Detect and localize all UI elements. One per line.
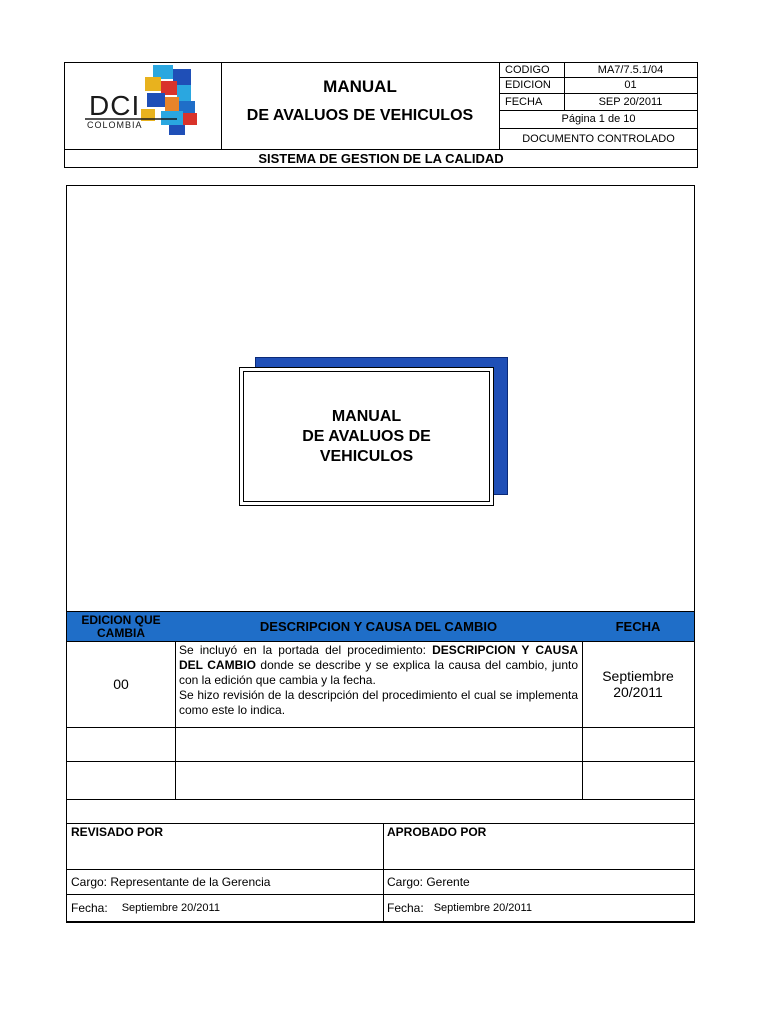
header-title-line2: DE AVALUOS DE VEHICULOS [246, 107, 474, 124]
reviewed-date-cell [66, 894, 384, 922]
reviewed-date: Septiembre 20/2011 [121, 901, 220, 914]
approved-by-label: APROBADO POR [383, 823, 695, 870]
approved-date-cell [383, 894, 695, 922]
row1-desc-bold: DESCRIPCION Y CAUSA DEL CAMBIO [179, 643, 579, 672]
row1-desc-line2: Se hizo revisión de la descripción del procedimiento el cual se implementa como este lo indica. [179, 688, 578, 717]
row3-description [175, 761, 583, 800]
dci-logo [65, 63, 221, 149]
meta-label-fecha: FECHA [499, 93, 565, 111]
header-title-line1: MANUAL [323, 77, 397, 96]
approved-date-label: Fecha: [387, 900, 424, 915]
header-logo-cell [64, 62, 222, 150]
page-number: Página 1 de 10 [499, 110, 698, 129]
document-frame [66, 185, 695, 923]
row3-edition [66, 761, 176, 800]
row1-description [175, 641, 583, 728]
reviewed-date-label: Fecha: [71, 900, 108, 915]
cover-line2: DE AVALUOS DE [302, 427, 431, 445]
col-header-date: FECHA [582, 611, 695, 642]
row1-desc-rest: donde se describe y se explica la causa del cambio, junto con la edición que cambia y la fecha. [179, 658, 578, 687]
row2-edition [66, 727, 176, 762]
row1-date: Septiembre 20/2011 [582, 641, 695, 728]
col-header-description: DESCRIPCION Y CAUSA DEL CAMBIO [175, 611, 583, 642]
reviewed-by-label: REVISADO POR [66, 823, 384, 870]
approved-date: Septiembre 20/2011 [433, 901, 532, 914]
approved-role: Cargo: Gerente [383, 869, 695, 895]
row1-desc-intro: Se incluyó en la portada del procedimiento: [179, 643, 433, 657]
logo-text: DCI [89, 90, 141, 121]
row1-edition: 00 [66, 641, 176, 728]
row2-description [175, 727, 583, 762]
logo-subtext: COLOMBIA [87, 120, 143, 130]
controlled-document-label: DOCUMENTO CONTROLADO [499, 128, 698, 150]
cover-card [239, 367, 494, 506]
row2-date [582, 727, 695, 762]
cover-line1: MANUAL [331, 407, 402, 425]
cover-line3: VEHICULOS [319, 447, 414, 465]
quality-system-title: SISTEMA DE GESTION DE LA CALIDAD [64, 149, 698, 168]
meta-value-edicion: 01 [564, 77, 698, 94]
meta-label-codigo: CODIGO [499, 62, 565, 78]
reviewed-role: Cargo: Representante de la Gerencia [66, 869, 384, 895]
meta-label-edicion: EDICION [499, 77, 565, 94]
meta-value-codigo: MA7/7.5.1/04 [564, 62, 698, 78]
row3-date [582, 761, 695, 800]
col-header-edition: EDICION QUE CAMBIA [66, 611, 176, 642]
header-title-cell [221, 62, 500, 150]
meta-value-fecha: SEP 20/2011 [564, 93, 698, 111]
